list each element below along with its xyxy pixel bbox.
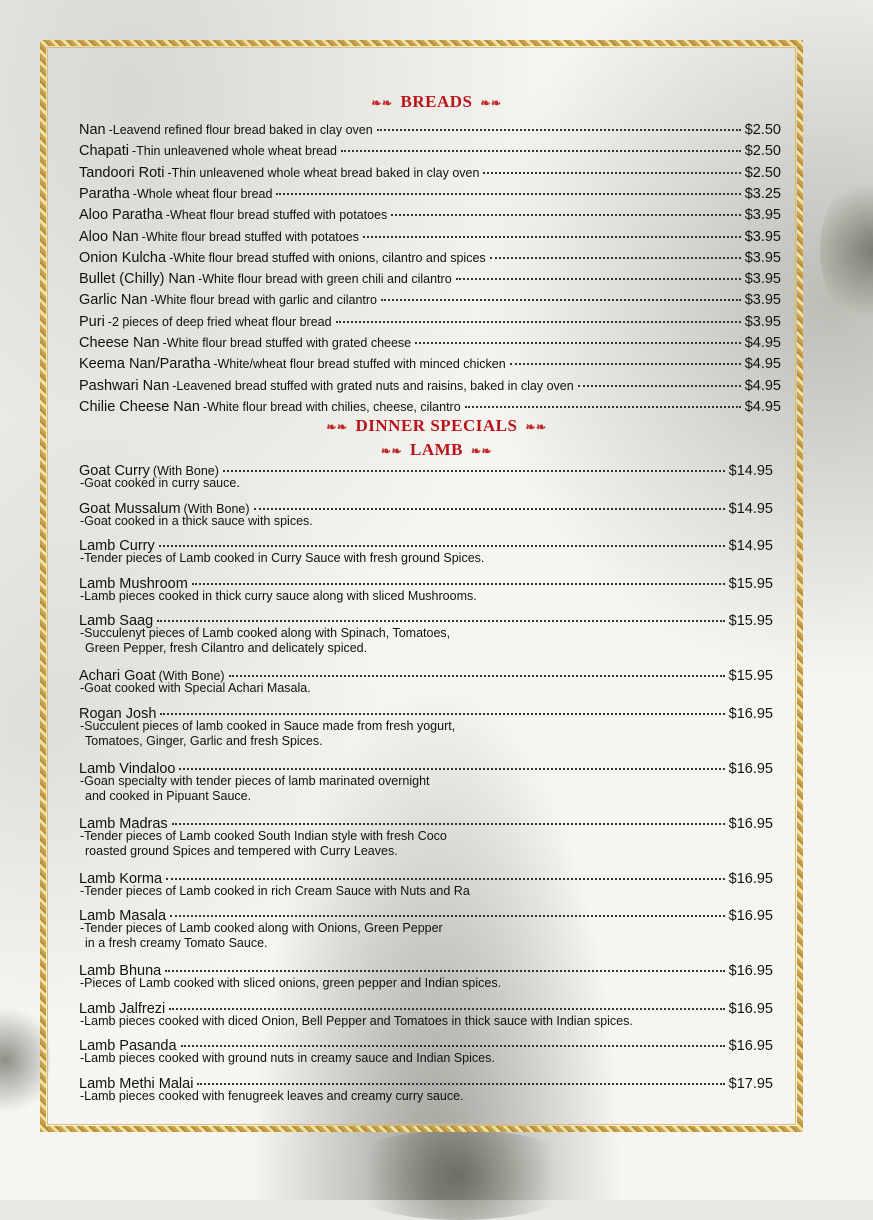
- item-name: Bullet (Chilly) Nan: [79, 271, 196, 288]
- item-description: [80, 1014, 633, 1029]
- description-line: -Pieces of Lamb cooked with sliced onions, green pepper and Indian spices.: [80, 976, 502, 990]
- item-price: $3.95: [744, 271, 781, 288]
- item-name: Garlic Nan: [79, 292, 148, 309]
- leader-dots: [170, 901, 725, 917]
- item-description: -White flour bread with garlic and cilantro: [150, 293, 377, 308]
- item-price: $16.95: [728, 760, 773, 777]
- item-price: $15.95: [728, 613, 773, 629]
- item-description: [80, 551, 484, 566]
- item-description: [80, 829, 447, 859]
- item-price: $14.95: [728, 463, 773, 479]
- item-description: [80, 921, 443, 951]
- description-line: -Goat cooked with Special Achari Masala.: [80, 681, 311, 695]
- item-price: $3.25: [744, 185, 781, 202]
- item-name: Lamb Pasanda: [79, 1038, 177, 1054]
- description-line: -Lamb pieces cooked in thick curry sauce along with sliced Mushrooms.: [80, 588, 477, 603]
- item-price: $2.50: [744, 122, 781, 138]
- item-description: [80, 514, 313, 529]
- item-price: $17.95: [728, 1075, 773, 1092]
- item-name: Onion Kulcha: [79, 249, 167, 266]
- item-description: -Leavened bread stuffed with grated nuts and raisins, baked in clay oven: [172, 378, 574, 393]
- flourish-icon: ❧❧: [371, 96, 393, 110]
- item-description: [80, 774, 430, 804]
- leader-dots: [483, 158, 740, 174]
- item-description: [80, 681, 311, 696]
- item-price: $15.95: [728, 575, 773, 592]
- item-description: -Leavend refined flour bread baked in clay oven: [108, 123, 373, 137]
- description-line: -Tender pieces of Lamb cooked along with Onions, Green Pepper: [80, 921, 443, 935]
- item-price: $16.95: [728, 1038, 773, 1054]
- description-line: -Lamb pieces cooked with fenugreek leaves and creamy curry sauce.: [80, 1088, 464, 1103]
- item-name: Cheese Nan: [79, 335, 160, 351]
- item-note: (With Bone): [158, 669, 225, 683]
- leader-dots: [510, 349, 741, 365]
- item-price: $16.95: [728, 815, 773, 832]
- item-description: [80, 626, 450, 656]
- description-line: -Succulenyt pieces of Lamb cooked along with Spinach, Tomatoes,: [80, 626, 451, 640]
- lamb-heading: ❧❧ LAMB ❧❧: [380, 440, 493, 459]
- item-name: Lamb Methi Malai: [79, 1075, 194, 1092]
- item-name: Aloo Paratha: [79, 207, 163, 224]
- item-price: $15.95: [728, 668, 773, 684]
- item-name: Goat Mussalum: [79, 500, 181, 517]
- leader-dots: [336, 307, 741, 323]
- description-line: -Tender pieces of Lamb cooked in rich Cream Sauce with Nuts and Ra: [80, 883, 470, 898]
- item-description: [80, 476, 240, 491]
- item-description: [80, 884, 470, 899]
- item-name: Lamb Bhuna: [79, 963, 162, 979]
- item-name: Goat Curry: [79, 463, 150, 479]
- item-name: Tandoori Roti: [79, 164, 165, 181]
- item-name: Keema Nan/Paratha: [79, 356, 211, 373]
- leader-dots: [197, 1069, 724, 1085]
- item-description: -White flour bread stuffed with onions, cilantro and spices: [169, 250, 486, 265]
- leader-dots: [578, 371, 741, 387]
- description-line: -Lamb pieces cooked with ground nuts in creamy sauce and Indian Spices.: [80, 1051, 495, 1065]
- leader-dots: [157, 606, 724, 622]
- item-name: Chapati: [79, 143, 129, 160]
- item-name: Lamb Vindaloo: [79, 760, 176, 777]
- bread-item: [79, 395, 781, 416]
- description-line: Green Pepper, fresh Cilantro and delicately spiced.: [85, 641, 368, 655]
- photo-smudge: [820, 170, 873, 330]
- item-note: (With Bone): [183, 501, 250, 516]
- item-description: -2 pieces of deep fried wheat flour bread: [107, 314, 332, 329]
- description-line: -Tender pieces of Lamb cooked South Indian style with fresh Coco: [80, 828, 447, 843]
- leader-dots: [381, 285, 741, 301]
- item-description: -Thin unleavened whole wheat bread baked in clay oven: [167, 165, 480, 180]
- leader-dots: [179, 754, 724, 770]
- description-line: roasted ground Spices and tempered with Curry Leaves.: [85, 843, 398, 858]
- item-name: Lamb Jalfrezi: [79, 1000, 166, 1017]
- item-name: Lamb Saag: [79, 613, 154, 629]
- item-price: $4.95: [744, 335, 781, 351]
- description-line: -Lamb pieces cooked with diced Onion, Bell Pepper and Tomatoes in thick sauce with Indian spices.: [80, 1013, 633, 1028]
- description-line: -Goat cooked in curry sauce.: [80, 476, 240, 490]
- item-description: -White flour bread stuffed with grated cheese: [162, 336, 412, 350]
- item-name: Puri: [79, 313, 105, 330]
- photo-smudge: [330, 1130, 590, 1220]
- flourish-icon: ❧❧: [525, 420, 547, 434]
- item-name: Lamb Curry: [79, 538, 155, 554]
- item-price: $3.95: [744, 313, 781, 330]
- item-price: $3.95: [744, 249, 781, 266]
- leader-dots: [229, 661, 725, 677]
- item-name: Paratha: [79, 185, 130, 202]
- leader-dots: [169, 994, 724, 1010]
- leader-dots: [159, 531, 725, 547]
- item-price: $16.95: [728, 963, 773, 979]
- item-name: Achari Goat: [79, 668, 156, 684]
- leader-dots: [254, 494, 725, 510]
- item-price: $2.50: [744, 143, 781, 160]
- leader-dots: [490, 243, 741, 259]
- item-price: $3.95: [744, 228, 781, 245]
- flourish-icon: ❧❧: [480, 96, 502, 110]
- leader-dots: [166, 864, 725, 880]
- item-name: Aloo Nan: [79, 228, 139, 245]
- item-name: Chilie Cheese Nan: [79, 398, 200, 415]
- item-name: Rogan Josh: [79, 705, 157, 722]
- dinner-specials-heading: ❧❧ DINNER SPECIALS ❧❧: [326, 416, 547, 435]
- leader-dots: [341, 136, 741, 152]
- leader-dots: [192, 569, 725, 585]
- description-line: Tomatoes, Ginger, Garlic and fresh Spices.: [85, 733, 323, 748]
- item-price: $16.95: [728, 1000, 773, 1017]
- item-price: $4.95: [744, 377, 781, 394]
- item-description: -White/wheat flour bread stuffed with minced chicken: [213, 357, 506, 372]
- leader-dots: [172, 809, 725, 825]
- item-description: [80, 1089, 464, 1104]
- item-description: [80, 1051, 495, 1066]
- item-name: Lamb Mushroom: [79, 575, 188, 592]
- description-line: -Succulent pieces of lamb cooked in Sauce made from fresh yogurt,: [80, 718, 456, 733]
- item-description: -White flour bread with chilies, cheese, cilantro: [202, 399, 461, 414]
- flourish-icon: ❧❧: [471, 444, 493, 458]
- leader-dots: [223, 456, 725, 472]
- breads-heading: ❧❧ BREADS ❧❧: [371, 92, 502, 111]
- item-price: $14.95: [728, 500, 773, 517]
- leader-dots: [415, 328, 741, 344]
- description-line: in a fresh creamy Tomato Sauce.: [85, 936, 268, 950]
- item-name: Nan: [79, 122, 106, 138]
- leader-dots: [165, 956, 724, 972]
- description-line: and cooked in Pipuant Sauce.: [85, 788, 252, 803]
- item-price: $14.95: [728, 538, 773, 554]
- item-price: $16.95: [728, 705, 773, 722]
- description-line: -Goat cooked in a thick sauce with spices.: [80, 513, 313, 528]
- item-name: Pashwari Nan: [79, 377, 170, 394]
- item-price: $2.50: [744, 164, 781, 181]
- leader-dots: [391, 200, 740, 216]
- item-name: Lamb Madras: [79, 815, 168, 832]
- item-description: -White flour bread stuffed with potatoes: [141, 229, 359, 244]
- item-price: $4.95: [744, 356, 781, 373]
- leader-dots: [456, 264, 741, 280]
- item-description: -Wheat flour bread stuffed with potatoes: [165, 208, 388, 223]
- item-price: $3.95: [744, 207, 781, 224]
- item-name: Lamb Masala: [79, 908, 167, 924]
- item-note: (With Bone): [152, 464, 219, 478]
- leader-dots: [363, 222, 741, 238]
- leader-dots: [276, 179, 740, 195]
- item-description: [80, 589, 477, 604]
- item-price: $3.95: [744, 292, 781, 309]
- description-line: -Tender pieces of Lamb cooked in Curry Sauce with fresh ground Spices.: [80, 551, 485, 565]
- item-description: -White flour bread with green chili and cilantro: [198, 272, 452, 287]
- item-price: $16.95: [728, 870, 773, 887]
- flourish-icon: ❧❧: [326, 420, 348, 434]
- leader-dots: [181, 1031, 725, 1047]
- item-price: $16.95: [728, 908, 773, 924]
- item-description: [80, 719, 455, 749]
- item-description: [80, 976, 501, 991]
- item-description: -Whole wheat flour bread: [132, 186, 273, 201]
- leader-dots: [465, 392, 741, 408]
- leader-dots: [377, 115, 741, 131]
- item-price: $4.95: [744, 398, 781, 415]
- leader-dots: [160, 699, 724, 715]
- description-line: -Goan specialty with tender pieces of lamb marinated overnight: [80, 773, 430, 788]
- flourish-icon: ❧❧: [380, 444, 402, 458]
- item-description: -Thin unleavened whole wheat bread: [131, 144, 337, 159]
- item-name: Lamb Korma: [79, 870, 163, 887]
